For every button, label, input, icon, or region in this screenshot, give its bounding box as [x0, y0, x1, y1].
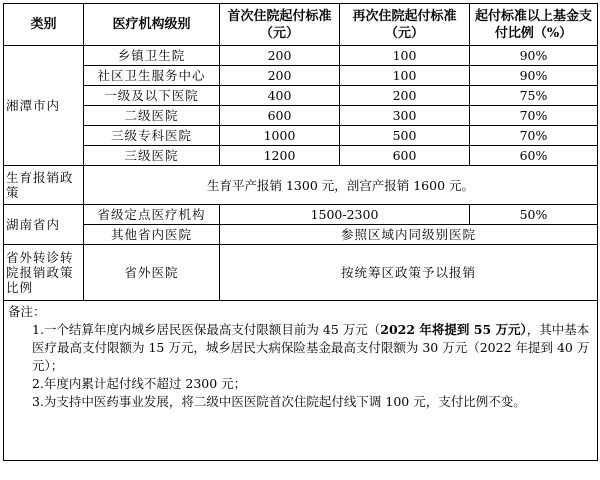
header-row [4, 4, 598, 46]
note-1 [8, 321, 593, 375]
first-cell: 200 [220, 66, 340, 86]
table-row [4, 66, 598, 86]
header-first: 首次住院起付标准（元） [220, 4, 340, 46]
first-cell: 600 [220, 106, 340, 126]
table-row [4, 126, 598, 146]
ratio-cell: 70% [470, 106, 598, 126]
hunan-range: 1500-2300 [220, 205, 470, 225]
category-xiangtan: 湘潭市内 [4, 46, 84, 166]
again-cell: 200 [340, 86, 470, 106]
again-cell: 500 [340, 126, 470, 146]
birth-text: 生育平产报销 1300 元，剖宫产报销 1600 元。 [84, 166, 598, 205]
outside-level: 省外医院 [84, 245, 220, 301]
again-cell: 600 [340, 146, 470, 166]
first-cell: 400 [220, 86, 340, 106]
hunan-level-1: 省级定点医疗机构 [84, 205, 220, 225]
note-1-bold: 2022 年将提到 55 万元） [380, 322, 527, 337]
hunan-row-1 [4, 205, 598, 225]
table-row [4, 46, 598, 66]
hunan-row-2 [4, 225, 598, 245]
ratio-cell: 90% [470, 46, 598, 66]
level-cell: 乡镇卫生院 [84, 46, 220, 66]
header-again: 再次住院起付标准（元） [340, 4, 470, 46]
level-cell: 一级及以下医院 [84, 86, 220, 106]
header-ratio: 起付标准以上基金支付比例（%） [470, 4, 598, 46]
table-row [4, 146, 598, 166]
note-1-a: 1.一个结算年度内城乡居民医保最高支付限额目前为 45 万元（ [32, 322, 381, 337]
table-row [4, 86, 598, 106]
level-cell: 二级医院 [84, 106, 220, 126]
again-cell: 100 [340, 66, 470, 86]
category-birth: 生育报销政策 [4, 166, 84, 205]
notes-cell [4, 301, 598, 461]
hunan-ratio: 50% [470, 205, 598, 225]
again-cell: 100 [340, 46, 470, 66]
note-1-b: ，其中基本医疗最高支付限额为 15 万元，城乡居民大病保险基金最高支付限额为 30 万元（2022 年提到 40 万元）； [32, 322, 590, 373]
level-cell: 三级专科医院 [84, 126, 220, 146]
outside-row [4, 245, 598, 301]
first-cell: 200 [220, 46, 340, 66]
note-2: 2.年度内累计起付线不超过 2300 元； [32, 376, 247, 391]
ratio-cell: 75% [470, 86, 598, 106]
table-row [4, 106, 598, 126]
notes-title: 备注： [8, 304, 46, 319]
hunan-level-2: 其他省内医院 [84, 225, 220, 245]
ratio-cell: 60% [470, 146, 598, 166]
category-hunan: 湖南省内 [4, 205, 84, 245]
hunan-text: 参照区域内同级别医院 [220, 225, 598, 245]
first-cell: 1200 [220, 146, 340, 166]
level-cell: 社区卫生服务中心 [84, 66, 220, 86]
ratio-cell: 90% [470, 66, 598, 86]
category-outside: 省外转诊转院报销政策比例 [4, 245, 84, 301]
again-cell: 300 [340, 106, 470, 126]
notes-row [4, 301, 598, 461]
policy-table [3, 3, 598, 461]
birth-row [4, 166, 598, 205]
header-level: 医疗机构级别 [84, 4, 220, 46]
level-cell: 三级医院 [84, 146, 220, 166]
note-3: 3.为支持中医药事业发展，将二级中医医院首次住院起付线下调 100 元，支付比例不变。 [32, 394, 526, 409]
first-cell: 1000 [220, 126, 340, 146]
outside-text: 按统筹区政策予以报销 [220, 245, 598, 301]
ratio-cell: 70% [470, 126, 598, 146]
header-category: 类别 [4, 4, 84, 46]
